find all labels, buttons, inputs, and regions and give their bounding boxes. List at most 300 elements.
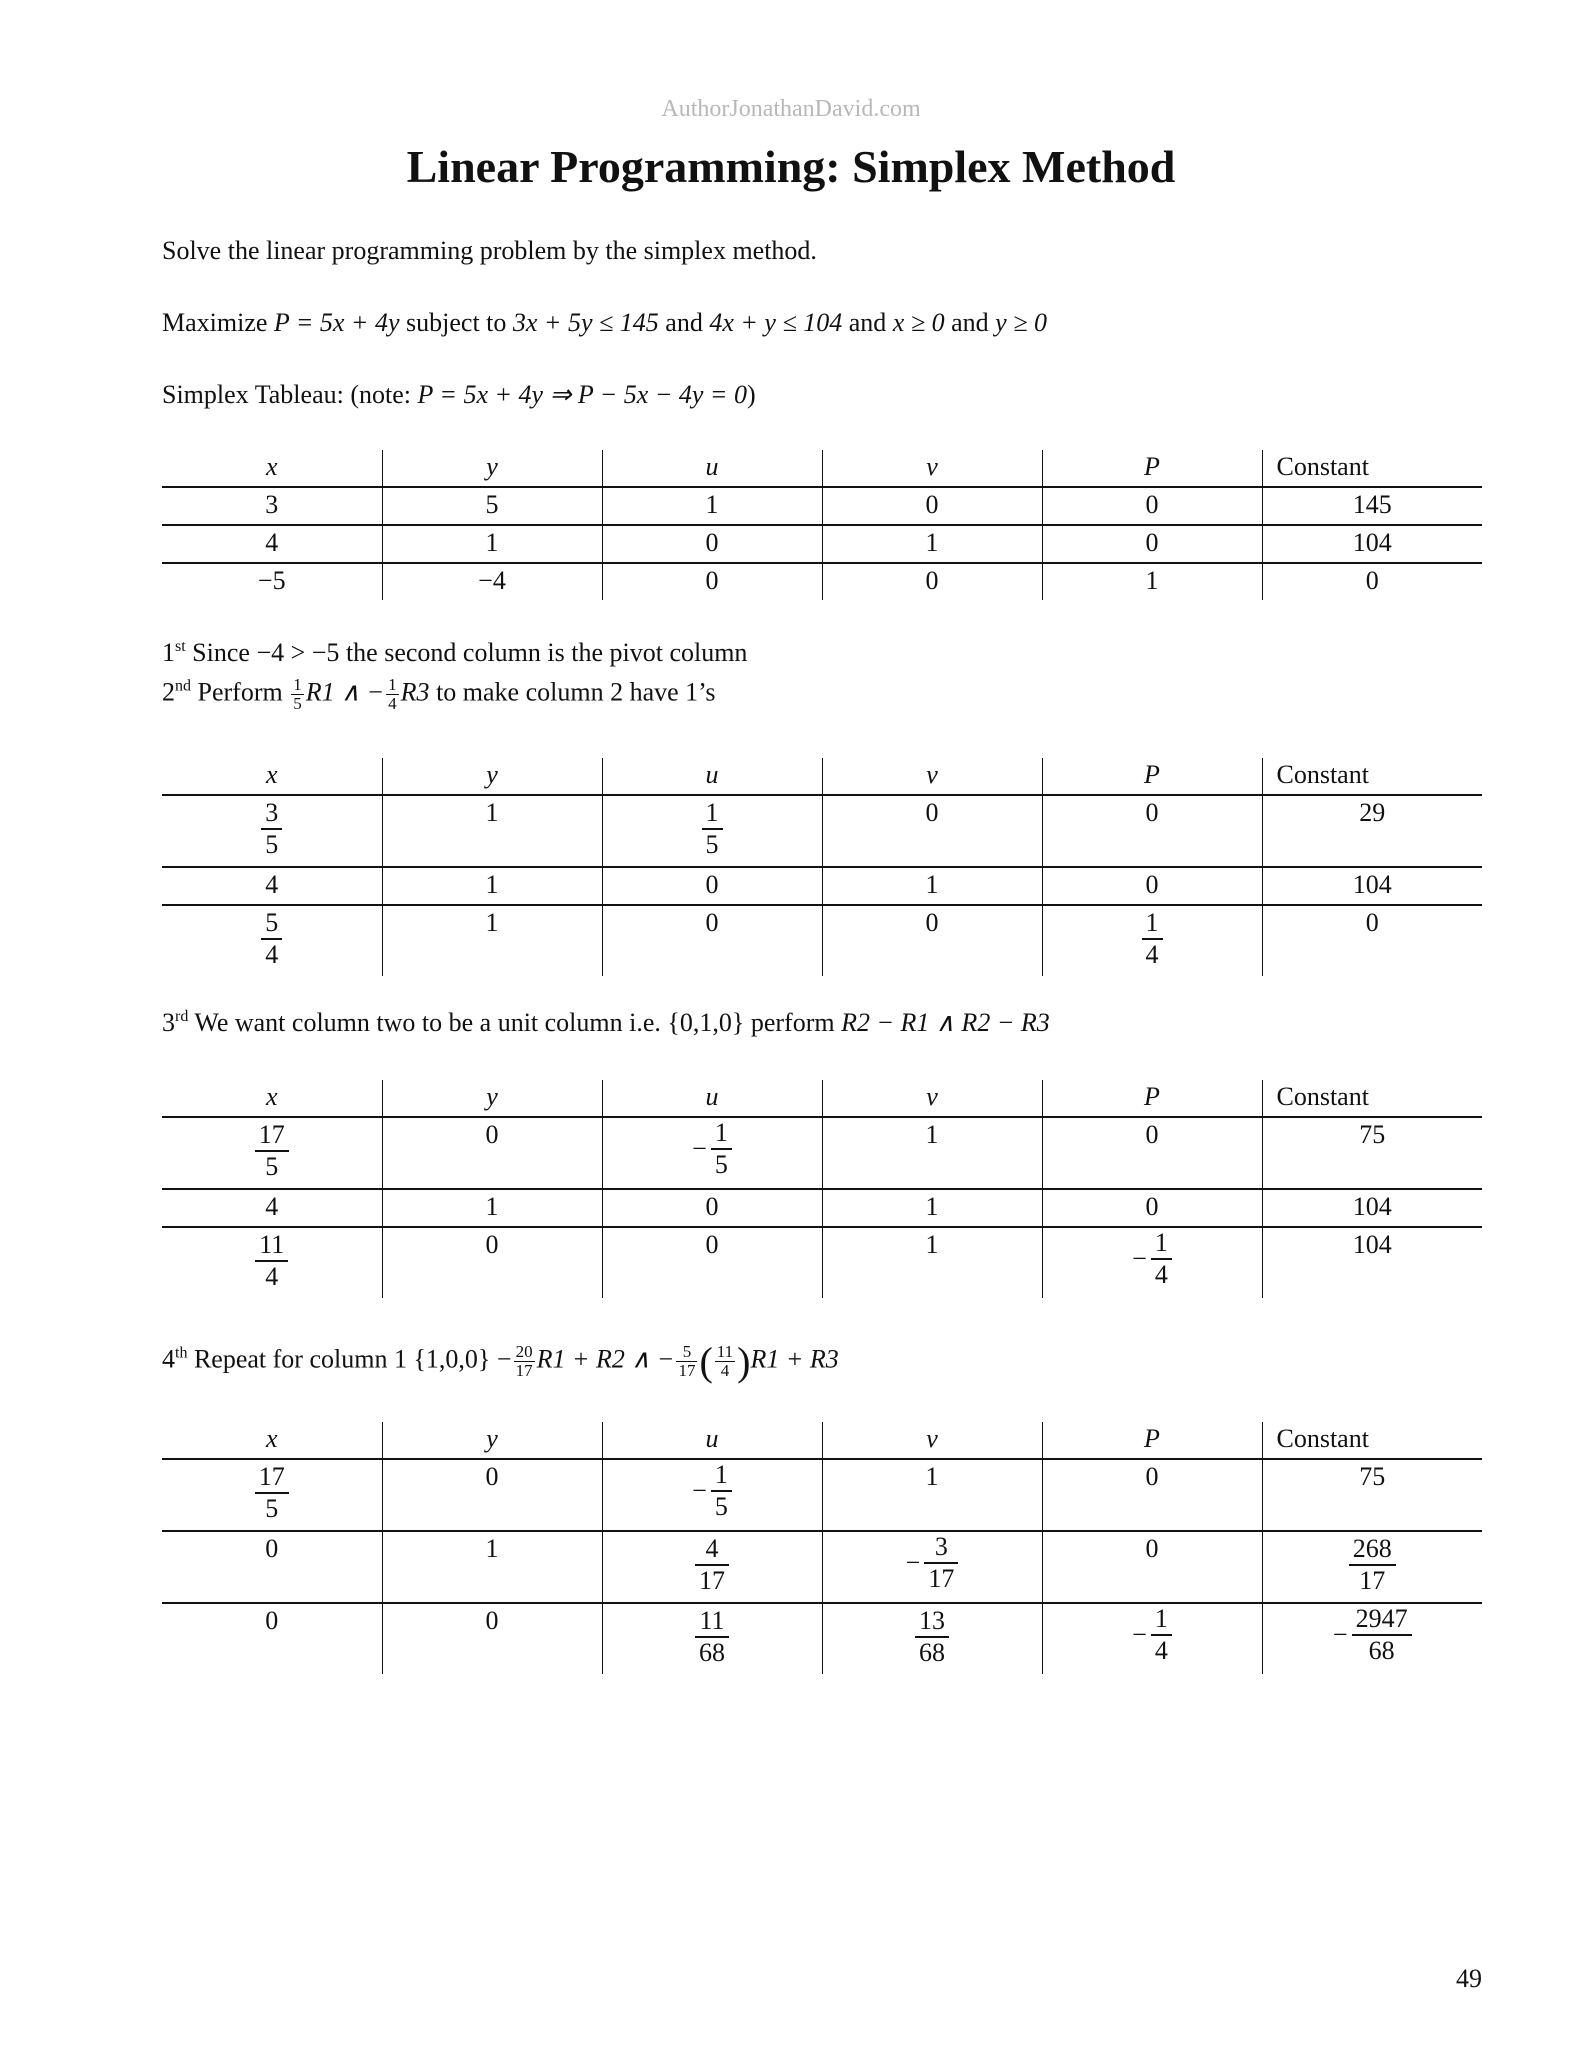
- step-4-num: 4: [162, 1344, 175, 1374]
- denominator: 4: [1154, 1636, 1168, 1665]
- column-header: P: [1042, 1422, 1262, 1459]
- table-cell: [1042, 1603, 1262, 1674]
- table-cell: [162, 795, 382, 867]
- cell-value: −4: [478, 566, 506, 595]
- column-header: Constant: [1262, 758, 1482, 795]
- cell-value: 0: [485, 1120, 499, 1149]
- numerator: 13: [915, 1606, 949, 1638]
- fraction-value: [695, 1606, 729, 1668]
- table-cell: [822, 1603, 1042, 1674]
- constraint-3: x ≥ 0: [892, 308, 945, 337]
- table-cell: [602, 525, 822, 563]
- step-4-op-2: R1 + R3: [750, 1344, 839, 1374]
- numerator: 5: [676, 1343, 697, 1362]
- table-cell: [162, 1117, 382, 1189]
- fraction-value: [1349, 1534, 1396, 1596]
- fraction: [711, 1118, 732, 1180]
- column-header: P: [1042, 758, 1262, 795]
- numerator: 1: [293, 675, 302, 694]
- numerator: 3: [924, 1532, 958, 1564]
- step-2-frac-2: [386, 676, 399, 713]
- cell-value: 104: [1352, 1230, 1392, 1259]
- table-cell: [822, 1531, 1042, 1603]
- column-header: y: [382, 1080, 602, 1117]
- step-1-text2: the second column is the pivot column: [345, 638, 748, 667]
- numerator: 5: [261, 908, 282, 940]
- step-1-text1: Since: [192, 638, 250, 667]
- numerator: 268: [1349, 1534, 1396, 1566]
- watermark: AuthorJonathanDavid.com: [661, 96, 921, 122]
- minus-sign: −: [905, 1548, 921, 1577]
- table-cell: [602, 1227, 822, 1298]
- table-cell: [1262, 487, 1482, 525]
- tableau-2: [162, 758, 1482, 976]
- denominator: 68: [919, 1638, 945, 1667]
- tableau-note-lead: Simplex Tableau: (note:: [162, 380, 411, 409]
- denominator: 4: [1154, 1260, 1168, 1289]
- paren-close: ): [737, 1339, 751, 1384]
- cell-value: 0: [925, 908, 939, 937]
- page-number: 49: [1456, 1964, 1482, 1993]
- step-2-sup: nd: [175, 677, 191, 695]
- objective: P = 5x + 4y: [273, 308, 400, 337]
- table-row: [162, 563, 1482, 600]
- column-header: v: [822, 758, 1042, 795]
- column-header: u: [602, 1080, 822, 1117]
- numerator: 1: [1151, 1228, 1172, 1260]
- step-4-op-1: R1 + R2 ∧ −: [536, 1344, 675, 1374]
- cell-value: 0: [1145, 870, 1159, 899]
- cell-value: 29: [1359, 798, 1386, 827]
- column-header: y: [382, 758, 602, 795]
- step-2-text1: Perform: [197, 677, 283, 707]
- cell-value: 0: [705, 1230, 719, 1259]
- minus-sign: −: [1332, 1620, 1348, 1649]
- and-2: and: [848, 308, 887, 337]
- table-cell: [162, 1531, 382, 1603]
- problem-lead: Maximize: [162, 308, 268, 337]
- cell-value: 0: [1145, 1120, 1159, 1149]
- cell-value: 1: [925, 1230, 939, 1259]
- cell-value: 4: [265, 870, 279, 899]
- cell-value: 0: [705, 528, 719, 557]
- fraction-value: [1333, 1604, 1412, 1666]
- table-cell: [1262, 1227, 1482, 1298]
- table-cell: [1042, 795, 1262, 867]
- fraction-value: [261, 798, 282, 860]
- tableau-4: [162, 1422, 1482, 1674]
- fraction-value: [915, 1606, 949, 1668]
- fraction: [924, 1532, 958, 1594]
- step-1: [162, 638, 747, 668]
- table-cell: [382, 525, 602, 563]
- cell-value: 1: [925, 1120, 939, 1149]
- cell-value: 104: [1352, 1192, 1392, 1221]
- table-cell: [382, 1603, 602, 1674]
- table-cell: [822, 905, 1042, 976]
- numerator: 1: [1151, 1604, 1172, 1636]
- table-cell: [162, 905, 382, 976]
- fraction: [702, 798, 723, 860]
- table-row: [162, 905, 1482, 976]
- cell-value: 1: [925, 870, 939, 899]
- fraction: [1151, 1228, 1172, 1290]
- table-cell: [1262, 1603, 1482, 1674]
- column-header: u: [602, 1422, 822, 1459]
- table-cell: [162, 525, 382, 563]
- step-4-frac-2: [676, 1343, 697, 1380]
- table-cell: [382, 1189, 602, 1227]
- table-cell: [822, 1189, 1042, 1227]
- column-header: P: [1042, 1080, 1262, 1117]
- cell-value: 5: [485, 490, 499, 519]
- table-cell: [822, 1117, 1042, 1189]
- denominator: 68: [1368, 1636, 1395, 1665]
- table-cell: [822, 795, 1042, 867]
- numerator: 1: [711, 1460, 732, 1492]
- page-title: Linear Programming: Simplex Method: [406, 141, 1176, 192]
- denominator: 5: [714, 1492, 728, 1521]
- step-4-frac-3: [715, 1343, 735, 1380]
- table-cell: [1042, 525, 1262, 563]
- step-4-text1: Repeat for column 1 {1,0,0} −: [193, 1344, 512, 1374]
- denominator: 17: [678, 1361, 696, 1380]
- fraction: [711, 1460, 732, 1522]
- problem-statement: [162, 308, 1047, 338]
- cell-value: 0: [1145, 1462, 1159, 1491]
- column-header: x: [162, 1080, 382, 1117]
- table-cell: [382, 563, 602, 600]
- cell-value: 0: [485, 1606, 499, 1635]
- table-cell: [602, 795, 822, 867]
- fraction-value: [695, 1534, 729, 1596]
- minus-sign: −: [1132, 1244, 1147, 1273]
- cell-value: 4: [265, 1192, 279, 1221]
- table-cell: [382, 1531, 602, 1603]
- table-cell: [1042, 1227, 1262, 1298]
- cell-value: 1: [925, 528, 939, 557]
- cell-value: 104: [1352, 870, 1392, 899]
- column-header: Constant: [1262, 1080, 1482, 1117]
- cell-value: 0: [705, 566, 719, 595]
- tableau-3: [162, 1080, 1482, 1298]
- fraction-value: [1142, 908, 1163, 970]
- denominator: 4: [265, 1262, 279, 1291]
- cell-value: 0: [265, 1534, 279, 1563]
- constraint-2: 4x + y ≤ 104: [709, 308, 843, 337]
- table-cell: [1042, 1117, 1262, 1189]
- table-row: [162, 1603, 1482, 1674]
- cell-value: 104: [1352, 528, 1392, 557]
- numerator: 3: [261, 798, 282, 830]
- step-3-sup: rd: [175, 1008, 189, 1025]
- table-cell: [382, 1227, 602, 1298]
- cell-value: 0: [1365, 566, 1379, 595]
- table-cell: [602, 905, 822, 976]
- table-cell: [1042, 1189, 1262, 1227]
- step-4: [162, 1338, 839, 1385]
- column-header: Constant: [1262, 450, 1482, 487]
- fraction-value: [261, 908, 282, 970]
- cell-value: 145: [1352, 490, 1392, 519]
- table-cell: [822, 487, 1042, 525]
- table-cell: [1262, 563, 1482, 600]
- column-header: y: [382, 1422, 602, 1459]
- cell-value: 1: [485, 1192, 499, 1221]
- table-cell: [382, 867, 602, 905]
- fraction: [255, 1120, 289, 1182]
- column-header: x: [162, 1422, 382, 1459]
- minus-sign: −: [692, 1134, 707, 1163]
- cell-value: 0: [1145, 798, 1159, 827]
- table-cell: [1262, 1531, 1482, 1603]
- fraction: [695, 1606, 729, 1668]
- cell-value: 75: [1359, 1462, 1386, 1491]
- table-cell: [822, 1227, 1042, 1298]
- denominator: 5: [265, 1494, 279, 1523]
- table-cell: [822, 867, 1042, 905]
- fraction: [915, 1606, 949, 1668]
- denominator: 5: [265, 830, 279, 859]
- table-cell: [1042, 563, 1262, 600]
- denominator: 5: [293, 694, 302, 713]
- tableau-note-expr: P = 5x + 4y ⇒ P − 5x − 4y = 0: [417, 380, 747, 409]
- table-cell: [162, 1189, 382, 1227]
- cell-value: 75: [1359, 1120, 1386, 1149]
- minus-sign: −: [1132, 1620, 1147, 1649]
- tableau-note: [162, 380, 756, 410]
- table-cell: [602, 487, 822, 525]
- column-header: x: [162, 450, 382, 487]
- fraction: [255, 1230, 288, 1292]
- fraction-value: [255, 1230, 288, 1292]
- header-row: [162, 1080, 1482, 1117]
- numerator: 1: [702, 798, 723, 830]
- table-cell: [1042, 487, 1262, 525]
- header-row: [162, 450, 1482, 487]
- numerator: 1: [388, 675, 397, 694]
- and-1: and: [665, 308, 703, 337]
- step-4-frac-1: [514, 1343, 535, 1380]
- table-cell: [1262, 795, 1482, 867]
- cell-value: 1: [705, 490, 719, 519]
- table-cell: [162, 487, 382, 525]
- fraction-value: [1132, 1604, 1172, 1666]
- cell-value: 0: [705, 1192, 719, 1221]
- fraction: [695, 1534, 729, 1596]
- step-4-sup: th: [175, 1344, 188, 1362]
- cell-value: 0: [1145, 490, 1159, 519]
- minus-sign: −: [692, 1476, 707, 1505]
- table-cell: [602, 1459, 822, 1531]
- table-cell: [162, 867, 382, 905]
- and-3: and: [951, 308, 989, 337]
- denominator: 68: [699, 1638, 725, 1667]
- table-cell: [602, 1117, 822, 1189]
- cell-value: 0: [1145, 528, 1159, 557]
- tableau-note-close: ): [746, 380, 756, 409]
- fraction: [261, 908, 282, 970]
- table-cell: [602, 1189, 822, 1227]
- table-cell: [382, 1459, 602, 1531]
- numerator: 11: [255, 1230, 288, 1262]
- table-cell: [162, 1603, 382, 1674]
- table-cell: [602, 1531, 822, 1603]
- denominator: 17: [1359, 1566, 1386, 1595]
- column-header: P: [1042, 450, 1262, 487]
- table-cell: [1262, 1459, 1482, 1531]
- cell-value: 0: [265, 1606, 279, 1635]
- table-cell: [822, 525, 1042, 563]
- cell-value: 1: [485, 528, 499, 557]
- table-cell: [1262, 905, 1482, 976]
- table-row: [162, 1117, 1482, 1189]
- fraction-value: [692, 1460, 732, 1522]
- table-cell: [382, 487, 602, 525]
- step-3: [162, 1008, 1050, 1038]
- step-2-num: 2: [162, 677, 175, 707]
- table-row: [162, 1189, 1482, 1227]
- step-2-text2: to make column 2 have 1’s: [436, 677, 716, 707]
- header-row: [162, 758, 1482, 795]
- numerator: 17: [255, 1120, 289, 1152]
- column-header: Constant: [1262, 1422, 1482, 1459]
- column-header: y: [382, 450, 602, 487]
- fraction: [1349, 1534, 1396, 1596]
- table-row: [162, 525, 1482, 563]
- denominator: 5: [705, 830, 719, 859]
- fraction: [1142, 908, 1163, 970]
- table-cell: [382, 905, 602, 976]
- column-header: u: [602, 450, 822, 487]
- table-row: [162, 487, 1482, 525]
- table-cell: [822, 1459, 1042, 1531]
- fraction-value: [255, 1462, 289, 1524]
- numerator: 11: [695, 1606, 729, 1638]
- table-cell: [1042, 1531, 1262, 1603]
- problem-mid: subject to: [406, 308, 507, 337]
- denominator: 5: [714, 1150, 728, 1179]
- step-1-sup: st: [175, 638, 186, 655]
- column-header: v: [822, 1422, 1042, 1459]
- table-cell: [1042, 1459, 1262, 1531]
- table-cell: [1262, 525, 1482, 563]
- cell-value: 0: [485, 1462, 499, 1491]
- fraction-value: [255, 1120, 289, 1182]
- fraction: [255, 1462, 289, 1524]
- fraction-value: [702, 798, 723, 860]
- cell-value: 0: [705, 870, 719, 899]
- numerator: 17: [255, 1462, 289, 1494]
- step-1-num: 1: [162, 638, 175, 667]
- table-cell: [162, 563, 382, 600]
- denominator: 4: [1145, 940, 1159, 969]
- fraction-value: [692, 1118, 732, 1180]
- cell-value: 0: [1145, 1534, 1159, 1563]
- cell-value: 0: [925, 566, 939, 595]
- cell-value: 1: [1145, 566, 1159, 595]
- denominator: 5: [265, 1152, 279, 1181]
- cell-value: 0: [1145, 1192, 1159, 1221]
- cell-value: 1: [485, 798, 499, 827]
- column-header: u: [602, 758, 822, 795]
- numerator: 1: [1142, 908, 1163, 940]
- step-2: [162, 676, 716, 713]
- table-row: [162, 795, 1482, 867]
- constraint-4: y ≥ 0: [995, 308, 1047, 337]
- table-cell: [1042, 867, 1262, 905]
- tableau-1: [162, 450, 1482, 600]
- step-2-frac-1: [291, 676, 304, 713]
- column-header: v: [822, 1080, 1042, 1117]
- table-cell: [602, 563, 822, 600]
- cell-value: −5: [257, 566, 286, 595]
- step-2-op-1: R1 ∧ −: [305, 677, 385, 707]
- step-1-expr: −4 > −5: [256, 638, 340, 667]
- table-cell: [382, 795, 602, 867]
- cell-value: 0: [485, 1230, 499, 1259]
- step-3-expr: R2 − R1 ∧ R2 − R3: [841, 1008, 1050, 1037]
- paren-open: (: [699, 1339, 713, 1384]
- denominator: 17: [699, 1566, 725, 1595]
- numerator: 2947: [1352, 1604, 1412, 1636]
- fraction-value: [906, 1532, 959, 1594]
- header-row: [162, 1422, 1482, 1459]
- denominator: 17: [515, 1361, 533, 1380]
- numerator: 11: [716, 1342, 734, 1361]
- cell-value: 1: [485, 908, 499, 937]
- cell-value: 4: [265, 528, 279, 557]
- constraint-1: 3x + 5y ≤ 145: [512, 308, 659, 337]
- column-header: v: [822, 450, 1042, 487]
- table-cell: [1262, 1117, 1482, 1189]
- table-cell: [162, 1227, 382, 1298]
- table-cell: [1262, 1189, 1482, 1227]
- denominator: 17: [928, 1564, 955, 1593]
- step-3-num: 3: [162, 1008, 175, 1037]
- fraction-value: [1132, 1228, 1172, 1290]
- table-cell: [162, 1459, 382, 1531]
- cell-value: 1: [925, 1192, 939, 1221]
- fraction: [1151, 1604, 1172, 1666]
- cell-value: 0: [705, 908, 719, 937]
- column-header: x: [162, 758, 382, 795]
- numerator: 4: [695, 1534, 729, 1566]
- cell-value: 1: [925, 1462, 939, 1491]
- table-cell: [1262, 867, 1482, 905]
- denominator: 4: [265, 940, 279, 969]
- cell-value: 0: [925, 798, 939, 827]
- cell-value: 0: [925, 490, 939, 519]
- fraction: [1352, 1604, 1412, 1666]
- intro-text: Solve the linear programming problem by the simplex method.: [162, 236, 817, 265]
- table-cell: [1042, 905, 1262, 976]
- table-row: [162, 1227, 1482, 1298]
- table-row: [162, 867, 1482, 905]
- table-cell: [822, 563, 1042, 600]
- table-row: [162, 1459, 1482, 1531]
- step-3-text1: We want column two to be a unit column i.e. {0,1,0} perform: [194, 1008, 835, 1037]
- fraction: [261, 798, 282, 860]
- table-cell: [382, 1117, 602, 1189]
- cell-value: 1: [485, 1534, 499, 1563]
- step-2-op-2: R3: [400, 677, 430, 707]
- cell-value: 0: [1365, 908, 1379, 937]
- cell-value: 1: [485, 870, 499, 899]
- numerator: 1: [711, 1118, 732, 1150]
- cell-value: 3: [265, 490, 279, 519]
- table-cell: [602, 1603, 822, 1674]
